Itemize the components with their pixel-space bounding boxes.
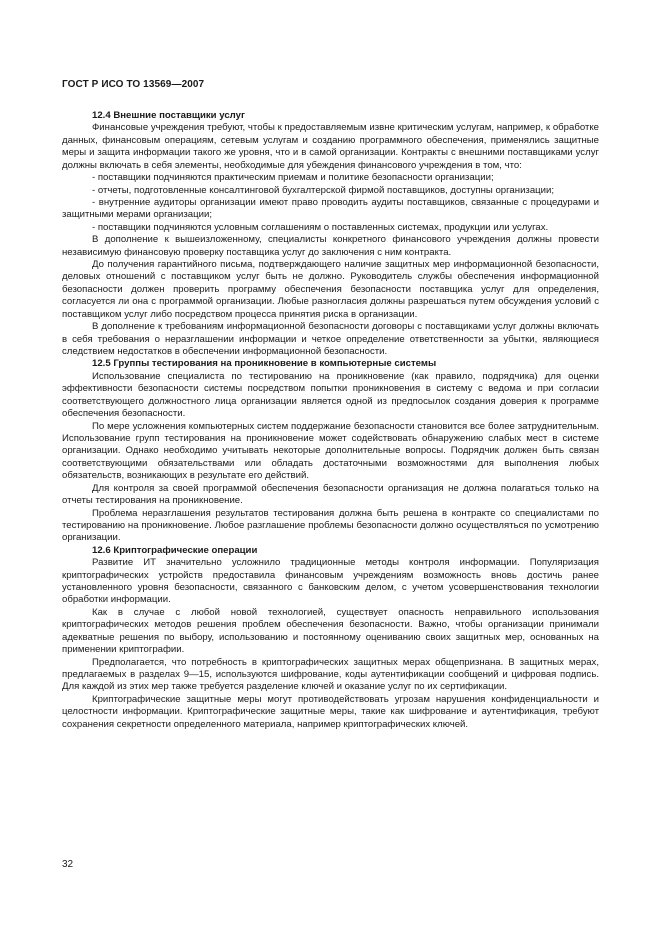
list-item: - поставщики подчиняются практическим приемам и политике безопасности организации; xyxy=(92,172,494,184)
paragraph: Использование специалиста по тестированию на проникновение (как правило, подрядчика) для оценки эффективности безопасности системы посредством попытки проникновения в систему с ведома и при согласии соответствующего должностного лица организации является одной из предпосылок создания доверия к программе обеспечения безопасности. xyxy=(62,370,599,420)
paragraph: Финансовые учреждения требуют, чтобы к предоставляемым извне критическим услугам, например, к обработке данных, финансовым операциям, сетевым услугам и созданию программного обеспечения, применялись защитные меры и защита информации такого же уровня, что и в самой организации. Контракты с внешними поставщиками услуг должны включать в себя элементы, необходимые для убеждения финансового учреждения в том, что: xyxy=(62,122,599,171)
document-body xyxy=(62,110,599,731)
paragraph: Предполагается, что потребность в криптографических защитных мерах общепризнана. В защитных мерах, предлагаемых в разделах 9—15, используются шифрование, коды аутентификации сообщений и цифровая подпись. Для каждой из этих мер также требуется разделение ключей и оказание услуг по их сертификации. xyxy=(62,656,599,693)
paragraph: До получения гарантийного письма, подтверждающего наличие защитных мер информационной безопасности, деловых отношений с поставщиком услуг быть не должно. Руководитель службы обеспечения информационной безопасности должен проверить программу обеспечения безопасности поставщика услуг для определения, согласуется ли она с программой организации. Любые разногласия должны разрешаться путем обсуждения условий с поставщиком услуг либо посредством процесса принятия риска в организации. xyxy=(62,259,599,320)
paragraph: Проблема неразглашения результатов тестирования должна быть решена в контракте со специалистами по тестированию на проникновение. Любое разглашение проблемы безопасности должно осуществляться по усмотрению организации. xyxy=(62,507,599,544)
paragraph: В дополнение к требованиям информационной безопасности договоры с поставщиками услуг должны включать в себя требования о неразглашении информации и четкое определение ответственности за убытки, являющиеся следствием недостатков в обеспечении информационной безопасности. xyxy=(62,321,599,358)
document-header: ГОСТ Р ИСО ТО 13569—2007 xyxy=(62,79,205,90)
section-heading: 12.6 Криптографические операции xyxy=(92,544,258,556)
paragraph: По мере усложнения компьютерных систем поддержание безопасности становится все более затруднительным. Использование групп тестирования на проникновение может содействовать обнаружению слабых мест в системе организации. Однако необходимо учитывать некоторые дополнительные вопросы. Подрядчик должен быть связан соответствующими обязательствами или обладать достаточными возможностями для выполнения любых обязательств, возникающих в результате его действий. xyxy=(62,420,599,482)
list-item: - поставщики подчиняются условным соглашениям о поставленных системах, продукции или услугах. xyxy=(92,221,549,233)
section-heading: 12.4 Внешние поставщики услуг xyxy=(92,110,245,121)
list-item: - отчеты, подготовленные консалтинговой бухгалтерской фирмой поставщиков, доступны организации; xyxy=(92,184,555,196)
paragraph: Развитие ИТ значительно усложнило традиционные методы контроля информации. Популяризация криптографических устройств предоставила финансовым учреждениям возможность вновь достичь ранее установленного уровня безопасности, связанного с банковским делом, с учетом усовершенствования технологии обработки информации. xyxy=(62,557,599,606)
paragraph: Как в случае с любой новой технологией, существует опасность неправильного использования криптографических методов решения проблем обеспечения безопасности. Важно, чтобы организации принимали адекватные решения по выбору, использованию и постоянному оцениванию своих защитных мер, основанных на применении криптографии. xyxy=(62,606,599,656)
paragraph: Для контроля за своей программой обеспечения безопасности организация не должна полагаться только на отчеты тестирования на проникновение. xyxy=(62,482,599,507)
paragraph: Криптографические защитные меры могут противодействовать угрозам нарушения конфиденциальности и целостности информации. Криптографические защитные меры, такие как шифрование и аутентификация, требуют сохранения секретности определенного материала, например криптографических ключей. xyxy=(62,693,599,730)
section-heading: 12.5 Группы тестирования на проникновение в компьютерные системы xyxy=(92,358,437,370)
list-item: - внутренние аудиторы организации имеют право проводить аудиты поставщиков, связанные с процедурами и защитными мерами организации; xyxy=(62,196,599,221)
page-number: 32 xyxy=(62,859,74,870)
paragraph: В дополнение к вышеизложенному, специалисты конкретного финансового учреждения должны провести независимую финансовую проверку поставщика услуг до заключения с ним контракта. xyxy=(62,234,599,258)
